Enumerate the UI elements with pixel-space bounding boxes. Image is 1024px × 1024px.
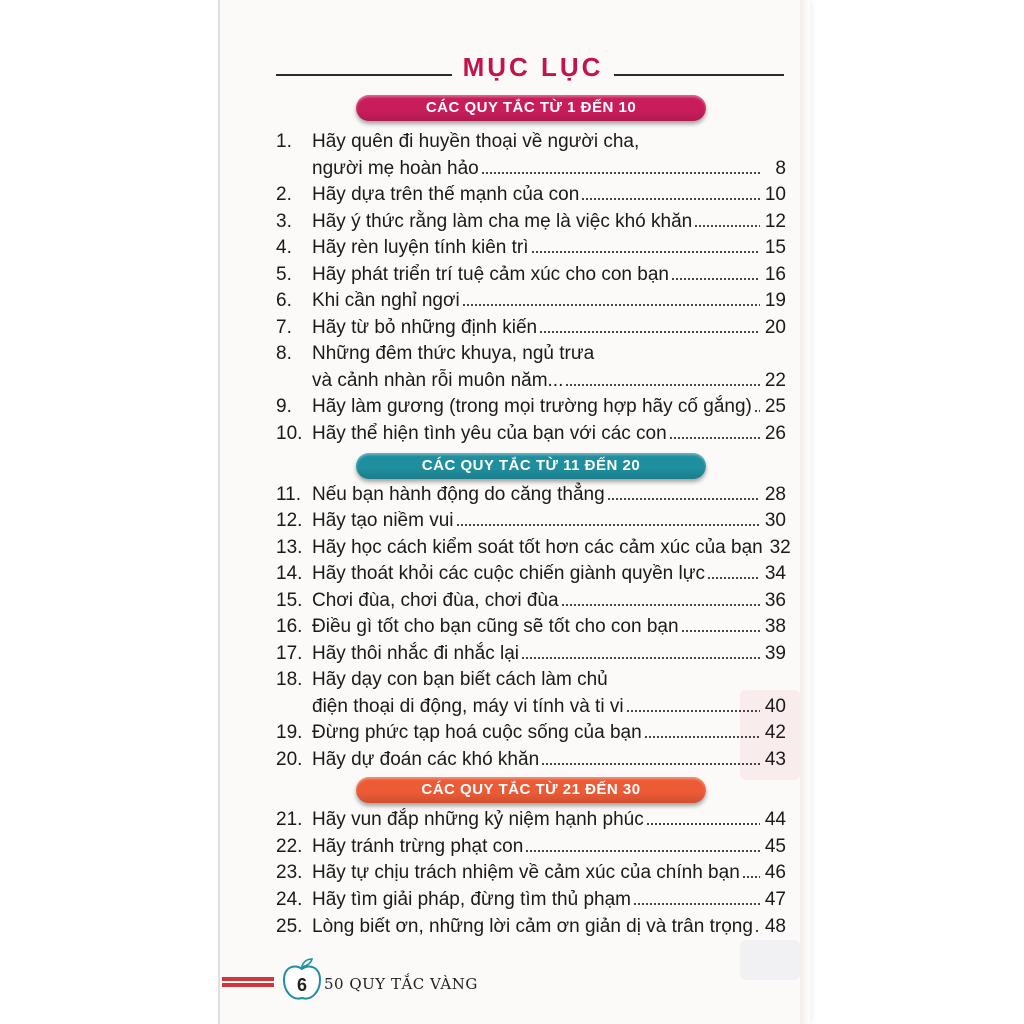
entry-page-number: 19 <box>764 290 786 311</box>
entry-title: Hãy phát triển trí tuệ cảm xúc cho con bạn <box>312 264 669 285</box>
toc-entry[interactable] <box>276 913 786 940</box>
page-edge <box>800 0 810 1024</box>
entry-page-number: 34 <box>764 563 786 584</box>
dot-leader <box>462 295 760 307</box>
entry-page-number: 47 <box>764 889 786 910</box>
dot-leader <box>742 867 760 879</box>
toc-entry[interactable] <box>276 393 786 420</box>
dot-leader <box>644 727 760 739</box>
entry-number: 1. <box>276 131 292 152</box>
dot-leader <box>694 216 760 228</box>
entry-page-number: 12 <box>764 211 786 232</box>
dot-leader <box>707 568 760 580</box>
entry-title: Nếu bạn hành động do căng thẳng <box>312 484 605 505</box>
dot-leader <box>755 921 760 933</box>
entry-title-continued: điện thoại di động, máy vi tính và ti vi <box>312 696 624 717</box>
entry-number: 17. <box>276 643 303 664</box>
page-number: 6 <box>296 975 307 995</box>
toc-entry[interactable] <box>276 507 786 534</box>
entry-number: 7. <box>276 317 292 338</box>
dot-leader <box>633 894 760 906</box>
toc-entry-first-line <box>276 666 786 693</box>
dot-leader <box>671 269 760 281</box>
dot-leader <box>681 621 760 633</box>
toc-entry[interactable] <box>276 287 786 314</box>
toc-entry[interactable] <box>276 746 786 773</box>
entry-page-number: 48 <box>764 916 786 937</box>
entry-title: Hãy tránh trừng phạt con <box>312 836 524 857</box>
toc-entry[interactable] <box>276 613 786 640</box>
entry-title: Hãy thôi nhắc đi nhắc lại <box>312 643 520 664</box>
entry-number: 10. <box>276 423 303 444</box>
entry-number: 13. <box>276 537 303 558</box>
toc-entry-first-line <box>276 128 786 155</box>
entry-number: 25. <box>276 916 303 937</box>
entry-title: Đừng phức tạp hoá cuộc sống của bạn <box>312 722 642 743</box>
section-banner-21-30: CÁC QUY TẮC TỪ 21 ĐẾN 30 <box>356 777 706 803</box>
toc-entry[interactable] <box>276 806 786 833</box>
entry-title: Những đêm thức khuya, ngủ trưa <box>312 343 595 364</box>
dot-leader <box>646 814 760 826</box>
entry-title: Hãy tạo niềm vui <box>312 510 454 531</box>
heading-rule-left <box>276 74 452 76</box>
toc-entry[interactable] <box>276 181 786 208</box>
entry-title-continued: và cảnh nhàn rỗi muôn năm... <box>312 370 564 391</box>
toc-entry[interactable] <box>276 560 786 587</box>
entry-title: Hãy quên đi huyền thoại về người cha, <box>312 131 640 152</box>
dot-leader <box>525 841 760 853</box>
entry-page-number: 28 <box>764 484 786 505</box>
entry-page-number: 36 <box>764 590 786 611</box>
toc-entry[interactable] <box>276 208 786 235</box>
toc-entry[interactable] <box>276 859 786 886</box>
entry-page-number: 43 <box>764 749 786 770</box>
entry-title: Hãy rèn luyện tính kiên trì <box>312 237 529 258</box>
entry-title: Hãy làm gương (trong mọi trường hợp hãy cố gắng) <box>312 396 752 417</box>
entry-number: 16. <box>276 616 303 637</box>
toc-entry[interactable] <box>276 833 786 860</box>
dot-leader <box>626 701 760 713</box>
toc-entry[interactable] <box>276 314 786 341</box>
entry-number: 22. <box>276 836 303 857</box>
footer-band-stripe <box>222 981 274 983</box>
dot-leader <box>539 322 760 334</box>
entry-title: Hãy dự đoán các khó khăn <box>312 749 540 770</box>
entry-title: Khi cần nghỉ ngơi <box>312 290 460 311</box>
entry-page-number: 42 <box>764 722 786 743</box>
heading-rule-right <box>614 74 784 76</box>
dot-leader <box>561 595 760 607</box>
entry-number: 3. <box>276 211 292 232</box>
entry-title: Điều gì tốt cho bạn cũng sẽ tốt cho con bạn <box>312 616 679 637</box>
entry-page-number: 15 <box>764 237 786 258</box>
entry-number: 15. <box>276 590 303 611</box>
entry-number: 4. <box>276 237 292 258</box>
entry-page-number: 44 <box>764 809 786 830</box>
toc-entry[interactable] <box>276 261 786 288</box>
entry-number: 8. <box>276 343 292 364</box>
entry-title: Hãy tự chịu trách nhiệm về cảm xúc của chính bạn <box>312 862 740 883</box>
dot-leader <box>565 375 760 387</box>
entry-page-number: 40 <box>764 696 786 717</box>
entry-number: 18. <box>276 669 303 690</box>
entry-page-number: 20 <box>764 317 786 338</box>
entry-number: 14. <box>276 563 303 584</box>
dot-leader <box>754 401 760 413</box>
entry-page-number: 10 <box>764 184 786 205</box>
dot-leader <box>607 489 760 501</box>
toc-entry[interactable] <box>276 640 786 667</box>
toc-entry[interactable] <box>276 534 791 561</box>
entry-number: 9. <box>276 396 292 417</box>
toc-entry[interactable] <box>276 420 786 447</box>
dot-leader <box>581 189 760 201</box>
entry-title: Hãy từ bỏ những định kiến <box>312 317 538 338</box>
toc-entry[interactable] <box>276 481 786 508</box>
entry-number: 6. <box>276 290 292 311</box>
toc-heading <box>276 52 788 88</box>
entry-number: 2. <box>276 184 292 205</box>
page-footer <box>222 955 522 1005</box>
dot-leader <box>481 163 760 175</box>
toc-entry[interactable] <box>276 234 786 261</box>
section-banner-1-10: CÁC QUY TẮC TỪ 1 ĐẾN 10 <box>356 95 706 121</box>
entry-number: 24. <box>276 889 303 910</box>
entry-title: Hãy dạy con bạn biết cách làm chủ <box>312 669 608 690</box>
bleed-through-shadow <box>740 940 800 980</box>
toc-entry[interactable] <box>276 155 786 182</box>
entry-page-number: 8 <box>775 158 786 179</box>
entry-page-number: 39 <box>764 643 786 664</box>
entry-number: 21. <box>276 809 303 830</box>
toc-title: MỤC LỤC <box>462 52 604 82</box>
entry-number: 12. <box>276 510 303 531</box>
entry-title: Hãy thể hiện tình yêu của bạn với các con <box>312 423 667 444</box>
entry-number: 23. <box>276 862 303 883</box>
dot-leader <box>541 754 760 766</box>
entry-page-number: 22 <box>764 370 786 391</box>
entry-number: 20. <box>276 749 303 770</box>
dot-leader <box>669 428 760 440</box>
entry-page-number: 38 <box>764 616 786 637</box>
entry-page-number: 30 <box>764 510 786 531</box>
entry-page-number: 25 <box>764 396 786 417</box>
entry-page-number: 16 <box>764 264 786 285</box>
entry-title: Hãy thoát khỏi các cuộc chiến giành quyền lực <box>312 563 705 584</box>
entry-title: Hãy học cách kiểm soát tốt hơn các cảm xúc của bạn <box>312 537 763 558</box>
entry-title: Hãy tìm giải pháp, đừng tìm thủ phạm <box>312 889 631 910</box>
dot-leader <box>521 648 760 660</box>
entry-page-number: 46 <box>764 862 786 883</box>
toc-entry[interactable] <box>276 719 786 746</box>
entry-page-number: 26 <box>764 423 786 444</box>
toc-entry[interactable] <box>276 367 786 394</box>
book-title: 50 QUY TẮC VÀNG <box>324 975 478 993</box>
entry-title-continued: người mẹ hoàn hảo <box>312 158 479 179</box>
dot-leader <box>531 242 761 254</box>
entry-title: Lòng biết ơn, những lời cảm ơn giản dị và trân trọng <box>312 916 753 937</box>
entry-title: Chơi đùa, chơi đùa, chơi đùa <box>312 590 559 611</box>
entry-title: Hãy ý thức rằng làm cha mẹ là việc khó khăn <box>312 211 693 232</box>
entry-title: Hãy vun đắp những kỷ niệm hạnh phúc <box>312 809 644 830</box>
toc-entry[interactable] <box>276 693 786 720</box>
dot-leader <box>456 515 760 527</box>
entry-number: 19. <box>276 722 303 743</box>
entry-page-number: 32 <box>769 537 791 558</box>
entry-title: Hãy dựa trên thế mạnh của con <box>312 184 580 205</box>
entry-number: 5. <box>276 264 292 285</box>
toc-entry-first-line <box>276 340 786 367</box>
entry-number: 11. <box>276 484 302 505</box>
section-banner-11-20: CÁC QUY TẮC TỪ 11 ĐẾN 20 <box>356 453 706 479</box>
entry-page-number: 45 <box>764 836 786 857</box>
toc-entry[interactable] <box>276 587 786 614</box>
toc-entry[interactable] <box>276 886 786 913</box>
